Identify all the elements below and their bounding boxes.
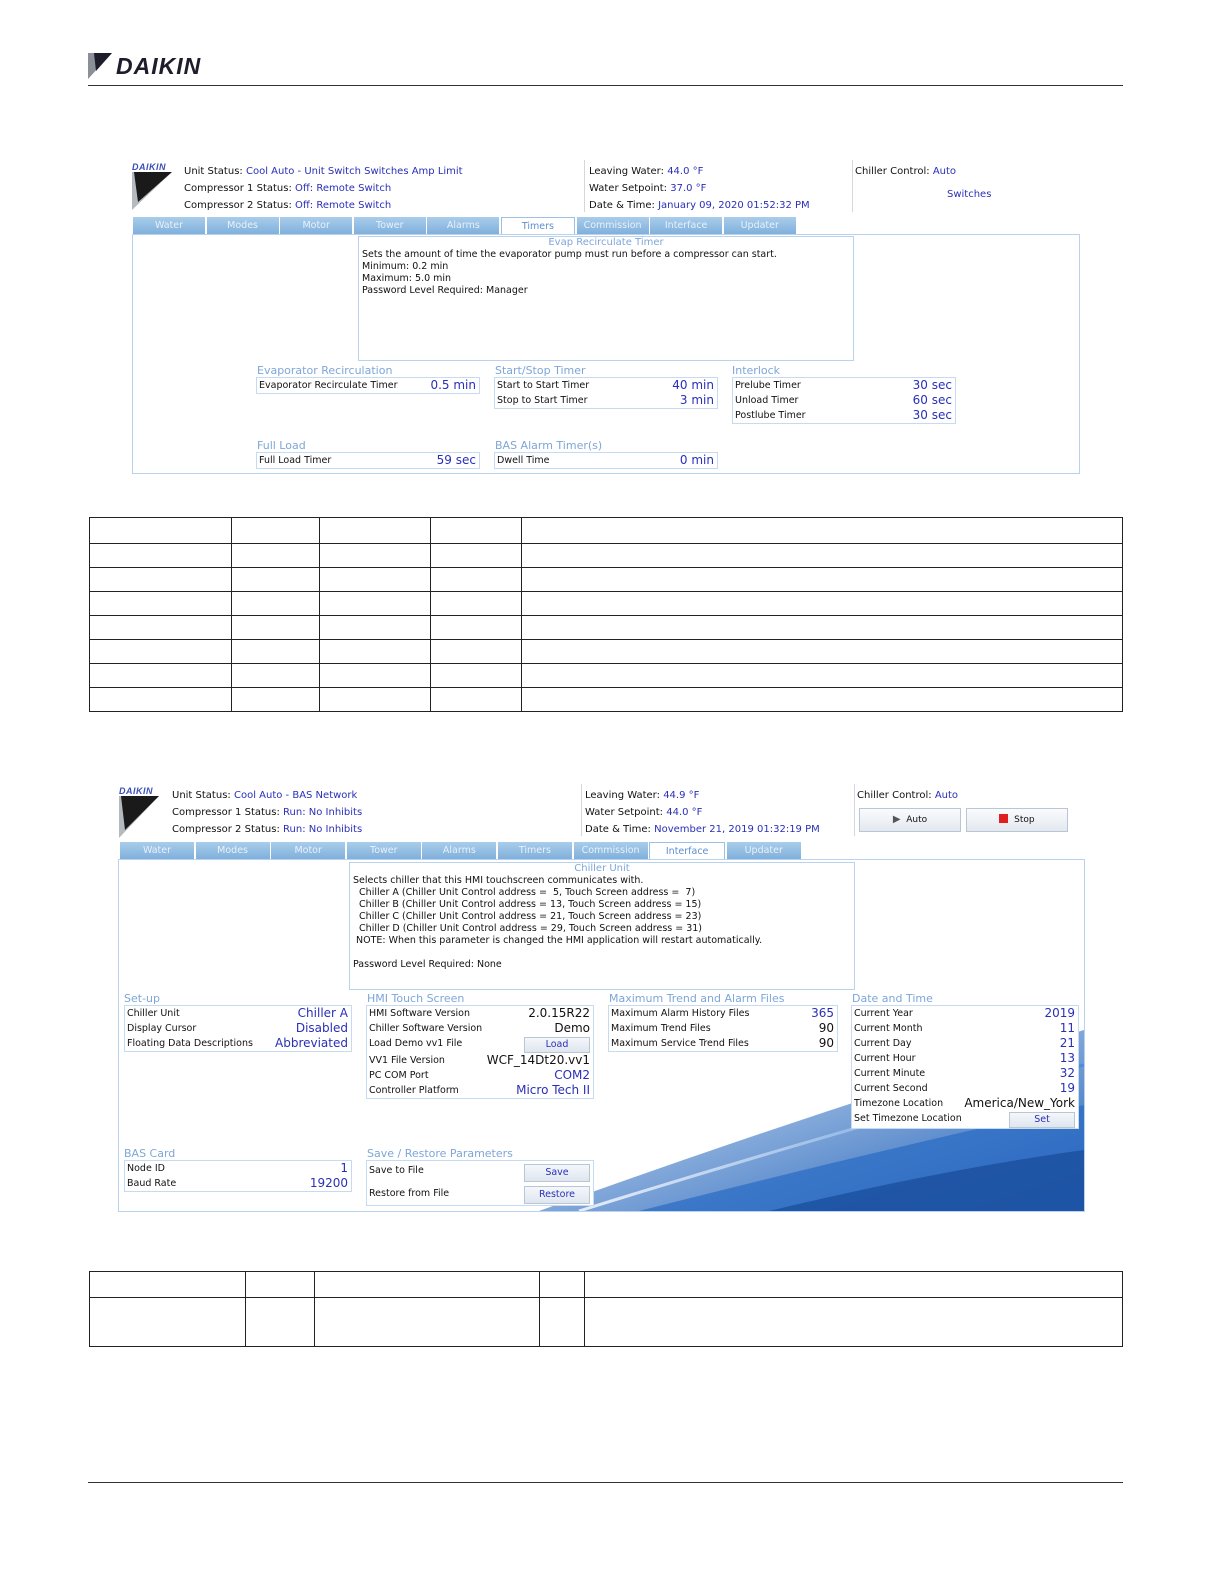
- group-title-start-stop: Start/Stop Timer: [495, 364, 586, 377]
- tab-updater[interactable]: Updater: [724, 217, 796, 234]
- leaving-water-value: 44.9 °F: [663, 790, 700, 801]
- compressor1-status-label: Compressor 1 Status:: [184, 183, 292, 194]
- status-right: [857, 787, 958, 804]
- setting-label: Chiller Unit: [127, 1008, 180, 1019]
- header-rule: [88, 85, 1123, 86]
- setting-value[interactable]: 32: [1059, 1066, 1075, 1080]
- setting-row[interactable]: [852, 1036, 1078, 1051]
- setting-row[interactable]: [495, 453, 717, 468]
- leaving-water-label: Leaving Water:: [585, 790, 660, 801]
- tab-interface[interactable]: Interface: [650, 217, 722, 234]
- tab-timers[interactable]: Timers: [501, 217, 575, 234]
- setting-label: Current Year: [854, 1008, 913, 1019]
- restore-button[interactable]: Restore: [524, 1186, 590, 1204]
- auto-button[interactable]: [859, 808, 961, 832]
- unit-status-label: Unit Status:: [172, 790, 231, 801]
- hmi-screen-interface: [118, 784, 1087, 1212]
- setting-label: VV1 File Version: [369, 1055, 445, 1066]
- setting-row[interactable]: [852, 1066, 1078, 1081]
- help-title: Chiller Unit: [574, 863, 630, 874]
- status-left: [184, 163, 463, 214]
- setting-row[interactable]: [852, 1081, 1078, 1096]
- setting-label: Evaporator Recirculate Timer: [259, 380, 398, 391]
- compressor2-status-label: Compressor 2 Status:: [184, 200, 292, 211]
- footer-rule: [88, 1482, 1123, 1483]
- setting-row[interactable]: [852, 1006, 1078, 1021]
- setting-value[interactable]: 19200: [309, 1176, 348, 1190]
- daikin-logo-text: DAIKIN: [116, 52, 202, 79]
- tab-tower[interactable]: Tower: [354, 217, 426, 234]
- setting-row[interactable]: [257, 453, 479, 468]
- setting-label: Current Minute: [854, 1068, 926, 1079]
- stop-icon: [999, 814, 1008, 823]
- help-line: Password Level Required: None: [353, 959, 502, 970]
- tab-timers[interactable]: Timers: [498, 842, 572, 859]
- water-setpoint-value: 44.0 °F: [666, 807, 703, 818]
- setting-row[interactable]: [367, 1068, 593, 1083]
- setting-value[interactable]: Abbreviated: [275, 1036, 348, 1050]
- setting-value[interactable]: 0.5 min: [430, 378, 476, 392]
- help-line: Chiller D (Chiller Unit Control address = 29, Touch Screen address = 31): [353, 923, 703, 934]
- setting-value[interactable]: 11: [1059, 1021, 1075, 1035]
- setting-label: Maximum Alarm History Files: [611, 1008, 750, 1019]
- setting-row[interactable]: [125, 1176, 351, 1191]
- hmi-screen-timers: [132, 160, 1082, 474]
- tab-motor[interactable]: Motor: [271, 842, 345, 859]
- daikin-logo-mark-icon: [88, 53, 112, 79]
- group-title-save-restore: Save / Restore Parameters: [367, 1147, 513, 1160]
- setting-value[interactable]: 90: [818, 1021, 834, 1035]
- setting-value[interactable]: COM2: [554, 1068, 590, 1082]
- setting-value: 2.0.15R22: [528, 1006, 590, 1020]
- setting-value[interactable]: 30 sec: [912, 378, 952, 392]
- table-row: [90, 616, 1123, 640]
- header-separator: [584, 160, 585, 212]
- setting-value[interactable]: 0 min: [679, 453, 714, 467]
- setting-label: Dwell Time: [497, 455, 550, 466]
- auto-button-label: Auto: [906, 815, 928, 825]
- chiller-control-value: Auto: [934, 790, 959, 801]
- unit-status-value: Cool Auto - Unit Switch Switches Amp Limit: [245, 166, 463, 177]
- compressor2-status-label: Compressor 2 Status:: [172, 824, 280, 835]
- setting-label: Full Load Timer: [259, 455, 332, 466]
- setting-label: PC COM Port: [369, 1070, 429, 1081]
- help-box: [349, 862, 855, 990]
- setting-row: [367, 1053, 593, 1068]
- setting-value[interactable]: 90: [818, 1036, 834, 1050]
- water-setpoint-label: Water Setpoint:: [589, 183, 668, 194]
- help-line: Chiller A (Chiller Unit Control address = 5, Touch Screen address = 7): [353, 887, 696, 898]
- parameter-table-interface: [89, 1271, 1123, 1347]
- hmi-logo: [119, 786, 159, 838]
- setting-label: Postlube Timer: [735, 410, 806, 421]
- setting-row[interactable]: [125, 1036, 351, 1051]
- help-line: Maximum: 5.0 min: [362, 273, 452, 284]
- setting-row[interactable]: [257, 378, 479, 393]
- setting-value[interactable]: Chiller A: [297, 1006, 348, 1020]
- setting-value[interactable]: 3 min: [679, 393, 714, 407]
- setting-value[interactable]: Micro Tech II: [516, 1083, 590, 1097]
- setting-label: Load Demo vv1 File: [369, 1038, 463, 1049]
- setting-value[interactable]: 21: [1059, 1036, 1075, 1050]
- group-evap-recirculation: [256, 377, 480, 394]
- setting-row[interactable]: [495, 393, 717, 408]
- setting-label: Current Day: [854, 1038, 912, 1049]
- group-bas-alarm-timer: [494, 452, 718, 469]
- setting-value[interactable]: 40 min: [672, 378, 714, 392]
- setting-label: Save to File: [369, 1165, 424, 1176]
- daikin-logo: [88, 52, 201, 80]
- play-icon: ▶: [892, 814, 901, 825]
- setting-row[interactable]: [852, 1096, 1078, 1111]
- setting-label: Floating Data Descriptions: [127, 1038, 253, 1049]
- setting-row[interactable]: [609, 1021, 837, 1036]
- setting-row[interactable]: [852, 1021, 1078, 1036]
- group-trend-alarm-files: [608, 1005, 838, 1052]
- setting-row[interactable]: [733, 378, 955, 393]
- setting-value: Demo: [554, 1021, 590, 1035]
- table-row: [90, 688, 1123, 712]
- group-title-hmi-touch-screen: HMI Touch Screen: [367, 992, 465, 1005]
- tab-alarms[interactable]: Alarms: [422, 842, 496, 859]
- setting-row[interactable]: [852, 1051, 1078, 1066]
- hmi-logo-mark-icon: [119, 796, 159, 838]
- setting-label: Controller Platform: [369, 1085, 459, 1096]
- setting-value[interactable]: 19: [1059, 1081, 1075, 1095]
- table-row: [90, 592, 1123, 616]
- setting-value[interactable]: 2019: [1044, 1006, 1075, 1020]
- status-middle: [585, 787, 820, 838]
- help-line: Selects chiller that this HMI touchscreen communicates with.: [353, 875, 644, 886]
- setting-label: Baud Rate: [127, 1178, 177, 1189]
- tab-modes[interactable]: Modes: [207, 217, 279, 234]
- status-middle: [589, 163, 810, 214]
- header-separator: [854, 784, 855, 836]
- setting-row: [367, 1161, 593, 1183]
- setting-label: Prelube Timer: [735, 380, 801, 391]
- group-hmi-touch-screen: [366, 1005, 594, 1099]
- help-line: [350, 947, 854, 959]
- set-timezone-button[interactable]: Set: [1009, 1112, 1075, 1128]
- setting-label: Current Second: [854, 1083, 928, 1094]
- hmi-logo-text: DAIKIN: [119, 786, 153, 796]
- tab-bar: [133, 217, 797, 234]
- table-row: [90, 640, 1123, 664]
- setting-value[interactable]: 13: [1059, 1051, 1075, 1065]
- tab-alarms[interactable]: Alarms: [427, 217, 499, 234]
- compressor2-status-value: Run: No Inhibits: [283, 824, 363, 835]
- table-row: [90, 664, 1123, 688]
- leaving-water-value: 44.0 °F: [667, 166, 704, 177]
- parameter-table-timers: [89, 517, 1123, 712]
- help-title: Evap Recirculate Timer: [548, 237, 664, 248]
- unit-status-value: Cool Auto - BAS Network: [233, 790, 358, 801]
- help-box: [358, 236, 854, 361]
- setting-label: Unload Timer: [735, 395, 799, 406]
- tab-motor[interactable]: Motor: [280, 217, 352, 234]
- setting-label: Timezone Location: [854, 1098, 944, 1109]
- setting-label: Current Hour: [854, 1053, 916, 1064]
- table-row: [90, 544, 1123, 568]
- setting-label: HMI Software Version: [369, 1008, 470, 1019]
- setting-row: [852, 1111, 1078, 1128]
- setting-value: WCF_14Dt20.vv1: [486, 1053, 590, 1067]
- status-left: [172, 787, 362, 838]
- setting-value[interactable]: 59 sec: [436, 453, 476, 467]
- setting-row[interactable]: [733, 408, 955, 423]
- date-time-label: Date & Time:: [585, 824, 651, 835]
- compressor1-status-value: Run: No Inhibits: [283, 807, 363, 818]
- stop-button[interactable]: [966, 808, 1068, 832]
- setting-value[interactable]: 1: [340, 1161, 348, 1175]
- tab-bar: [120, 842, 802, 859]
- water-setpoint-label: Water Setpoint:: [585, 807, 664, 818]
- status-right: [855, 163, 956, 180]
- table-header-row: [90, 518, 1123, 544]
- group-title-evap-recirculation: Evaporator Recirculation: [257, 364, 393, 377]
- tab-updater[interactable]: Updater: [727, 842, 801, 859]
- tab-tower[interactable]: Tower: [347, 842, 421, 859]
- setting-row: [367, 1036, 593, 1053]
- group-title-bas-alarm-timer: BAS Alarm Timer(s): [495, 439, 603, 452]
- help-line: Chiller B (Chiller Unit Control address = 13, Touch Screen address = 15): [353, 899, 702, 910]
- help-line: Password Level Required: Manager: [362, 285, 528, 296]
- group-interlock: [732, 377, 956, 424]
- setting-label: Set Timezone Location: [854, 1113, 962, 1124]
- group-date-time: [851, 1005, 1079, 1129]
- setting-label: Restore from File: [369, 1188, 450, 1199]
- setting-label: Node ID: [127, 1163, 165, 1174]
- hmi-logo: [132, 162, 172, 210]
- group-start-stop: [494, 377, 718, 409]
- water-setpoint-value: 37.0 °F: [670, 183, 707, 194]
- help-line: Minimum: 0.2 min: [362, 261, 449, 272]
- setting-value[interactable]: 60 sec: [912, 393, 952, 407]
- stop-button-label: Stop: [1014, 815, 1035, 825]
- chiller-control-value: Auto: [932, 166, 957, 177]
- hmi-logo-mark-icon: [132, 172, 172, 210]
- tab-water[interactable]: Water: [120, 842, 194, 859]
- setting-row[interactable]: [609, 1006, 837, 1021]
- tab-interface[interactable]: Interface: [649, 842, 725, 859]
- switches-link[interactable]: Switches: [947, 189, 992, 200]
- header-separator: [852, 160, 853, 212]
- group-title-interlock: Interlock: [732, 364, 781, 377]
- compressor1-status-label: Compressor 1 Status:: [172, 807, 280, 818]
- help-line: NOTE: When this parameter is changed the HMI application will restart automatically.: [353, 935, 763, 946]
- tab-modes[interactable]: Modes: [196, 842, 270, 859]
- setting-value[interactable]: Disabled: [295, 1021, 348, 1035]
- group-save-restore: [366, 1160, 594, 1206]
- chiller-control-label: Chiller Control:: [855, 166, 930, 177]
- tab-commission[interactable]: Commission: [574, 842, 648, 859]
- setting-label: Maximum Trend Files: [611, 1023, 711, 1034]
- date-time-label: Date & Time:: [589, 200, 655, 211]
- setting-row: [367, 1006, 593, 1021]
- help-line: Sets the amount of time the evaporator pump must run before a compressor can start.: [362, 249, 777, 260]
- setting-row: [367, 1183, 593, 1205]
- header-separator: [581, 784, 582, 836]
- setting-row: [367, 1021, 593, 1036]
- group-title-setup: Set-up: [124, 992, 160, 1005]
- tab-water[interactable]: Water: [133, 217, 205, 234]
- setting-row[interactable]: [609, 1036, 837, 1051]
- setting-row[interactable]: [125, 1006, 351, 1021]
- setting-label: Chiller Software Version: [369, 1023, 483, 1034]
- group-title-bas-card: BAS Card: [124, 1147, 176, 1160]
- setting-row[interactable]: [367, 1083, 593, 1098]
- group-title-trend-alarm-files: Maximum Trend and Alarm Files: [609, 992, 785, 1005]
- setting-value[interactable]: 30 sec: [912, 408, 952, 422]
- date-time-value: November 21, 2019 01:32:19 PM: [654, 824, 820, 835]
- table-header-row: [90, 1272, 1123, 1298]
- group-title-full-load: Full Load: [257, 439, 306, 452]
- unit-status-label: Unit Status:: [184, 166, 243, 177]
- leaving-water-label: Leaving Water:: [589, 166, 664, 177]
- setting-row[interactable]: [125, 1021, 351, 1036]
- table-row: [90, 1298, 1123, 1347]
- date-time-value: January 09, 2020 01:52:32 PM: [658, 200, 810, 211]
- tab-commission[interactable]: Commission: [577, 217, 649, 234]
- setting-row[interactable]: [495, 378, 717, 393]
- load-button[interactable]: Load: [524, 1037, 590, 1053]
- setting-row[interactable]: [125, 1161, 351, 1176]
- compressor1-status-value: Off: Remote Switch: [295, 183, 392, 194]
- group-bas-card: [124, 1160, 352, 1192]
- setting-value[interactable]: America/New_York: [964, 1096, 1075, 1110]
- group-full-load: [256, 452, 480, 469]
- setting-label: Start to Start Timer: [497, 380, 590, 391]
- group-setup: [124, 1005, 352, 1052]
- help-line: Chiller C (Chiller Unit Control address = 21, Touch Screen address = 23): [353, 911, 702, 922]
- setting-label: Maximum Service Trend Files: [611, 1038, 749, 1049]
- hmi-logo-text: DAIKIN: [132, 162, 166, 172]
- table-row: [90, 568, 1123, 592]
- setting-label: Stop to Start Timer: [497, 395, 588, 406]
- setting-label: Display Cursor: [127, 1023, 197, 1034]
- setting-label: Current Month: [854, 1023, 923, 1034]
- group-title-date-time: Date and Time: [852, 992, 933, 1005]
- setting-value[interactable]: 365: [811, 1006, 834, 1020]
- chiller-control-label: Chiller Control:: [857, 790, 932, 801]
- save-button[interactable]: Save: [524, 1164, 590, 1182]
- compressor2-status-value: Off: Remote Switch: [295, 200, 392, 211]
- setting-row[interactable]: [733, 393, 955, 408]
